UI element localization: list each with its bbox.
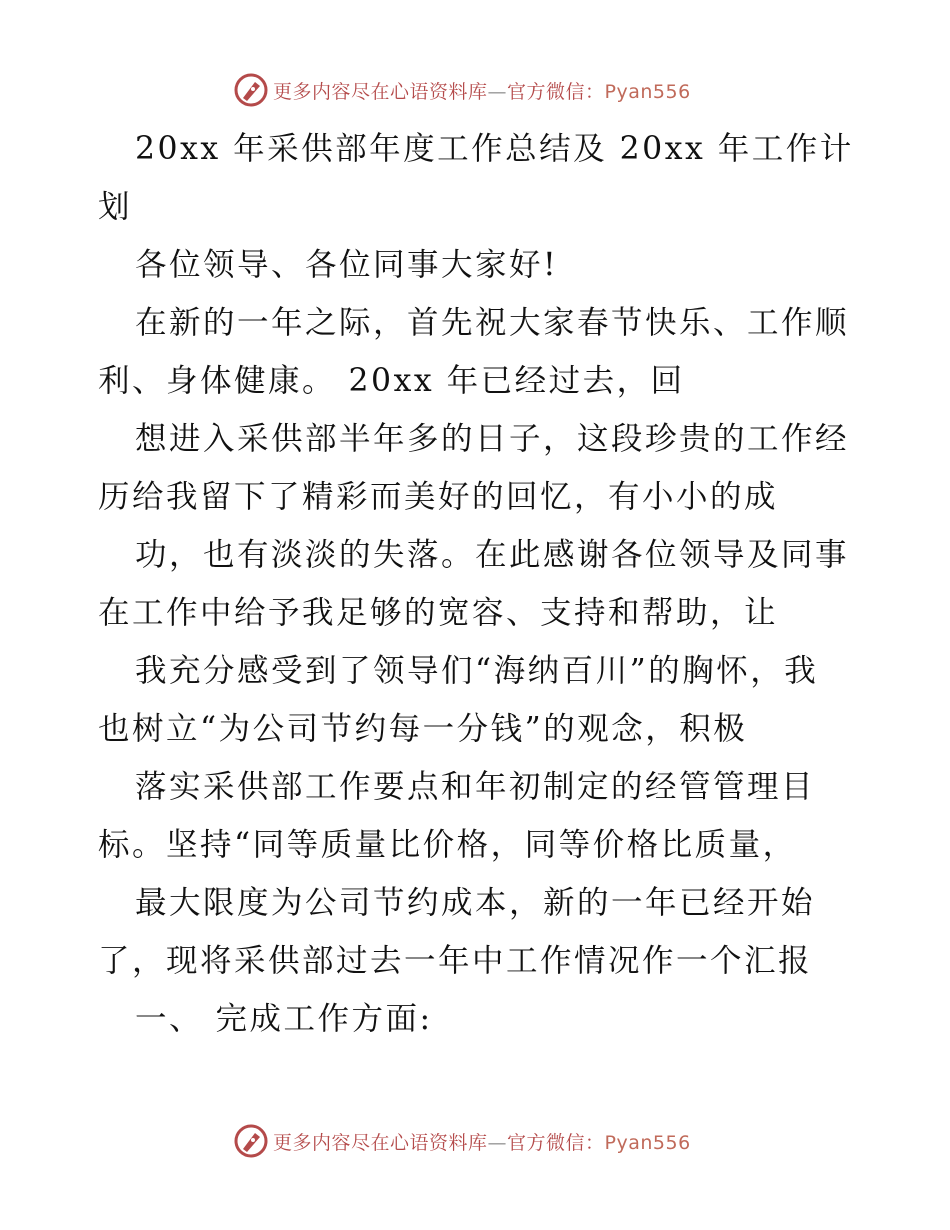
paragraph-line: 功，也有淡淡的失落。在此感谢各位领导及同事 (135, 537, 850, 573)
paragraph-line: 标。坚持“同等质量比价格，同等价格比质量， (98, 827, 797, 863)
pen-nib-logo-icon (233, 1123, 269, 1159)
paragraph-line: 我充分感受到了领导们“海纳百川”的胸怀，我 (135, 653, 819, 689)
watermark-text: 更多内容尽在心语资料库—官方微信：Pyan556 (273, 1131, 691, 1154)
paragraph-line: 落实采供部工作要点和年初制定的经管管理目 (135, 769, 816, 805)
paragraph-line: 想进入采供部半年多的日子，这段珍贵的工作经 (135, 421, 850, 457)
paragraph-line: 了，现将采供部过去一年中工作情况作一个汇报 (98, 943, 813, 979)
section-heading: 一、 完成工作方面: (135, 1001, 433, 1037)
paragraph-line: 在新的一年之际，首先祝大家春节快乐、工作顺 (135, 305, 850, 341)
document-title-line-2: 划 (98, 189, 133, 225)
watermark-text: 更多内容尽在心语资料库—官方微信：Pyan556 (273, 80, 691, 103)
paragraph-line: 在工作中给予我足够的宽容、支持和帮助，让 (98, 595, 779, 631)
paragraph-line: 利、身体健康。 20xx 年已经过去，回 (98, 363, 685, 399)
document-title-line-1: 20xx 年采供部年度工作总结及 20xx 年工作计 (135, 131, 854, 167)
greeting: 各位领导、各位同事大家好! (135, 247, 559, 283)
footer-watermark (233, 1121, 691, 1161)
paragraph-line: 也树立“为公司节约每一分钱”的观念，积极 (98, 711, 748, 747)
paragraph-line: 最大限度为公司节约成本，新的一年已经开始 (135, 885, 816, 921)
paragraph-line: 历给我留下了精彩而美好的回忆，有小小的成 (98, 479, 779, 515)
